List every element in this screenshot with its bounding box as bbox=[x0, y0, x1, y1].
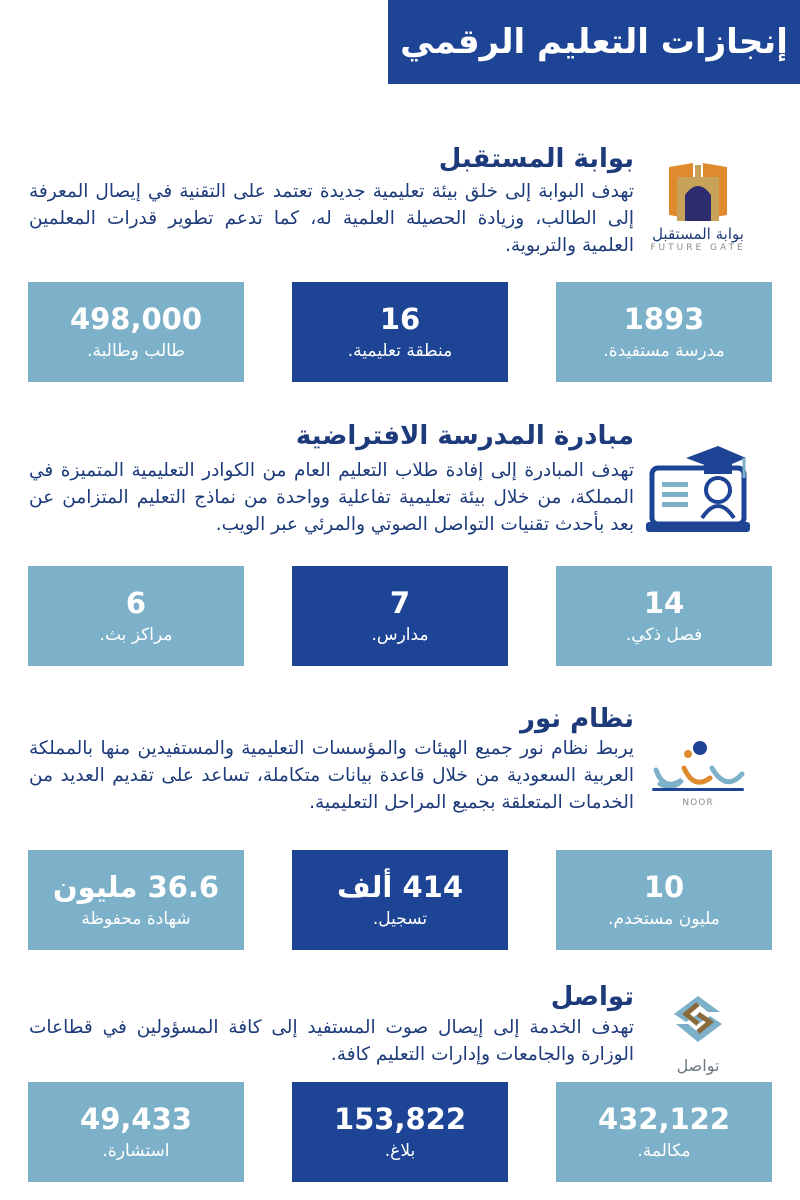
stat-value: 414 ألف bbox=[337, 870, 464, 904]
virtual-school-logo bbox=[642, 432, 754, 544]
tawasul-icon bbox=[668, 994, 728, 1052]
stat-card bbox=[292, 850, 508, 950]
stat-card bbox=[292, 1082, 508, 1182]
section-description: تهدف الخدمة إلى إيصال صوت المستفيد إلى كافة المسؤولين في قطاعات الوزارة والجامعات وإدارات التعليم كافة. bbox=[29, 1017, 634, 1065]
stat-card bbox=[556, 1082, 772, 1182]
stat-label: طالب وطالبة. bbox=[87, 341, 185, 361]
stat-card bbox=[28, 1082, 244, 1182]
stat-value: 36.6 مليون bbox=[52, 870, 220, 904]
stat-card bbox=[292, 566, 508, 666]
virtual-school-icon bbox=[646, 438, 750, 538]
stat-card bbox=[28, 566, 244, 666]
stat-value: 1893 bbox=[623, 302, 705, 336]
stat-label: مليون مستخدم. bbox=[608, 909, 720, 929]
page-title: إنجازات التعليم الرقمي bbox=[400, 22, 788, 62]
section-title: تواصل bbox=[550, 982, 634, 1012]
stat-value: 10 bbox=[643, 870, 685, 904]
stat-value: 153,822 bbox=[333, 1102, 467, 1136]
future-gate-logo-subtext: FUTURE GATE bbox=[650, 243, 746, 253]
section-description: تهدف المبادرة إلى إفادة طلاب التعليم العام من الكوادر التعليمية المتميزة في المملكة، من خلال بيئة تعليمية تفاعلية وواحدة من نماذج التعليم المتزامن عن بعد بأحدث تقنيات التواصل الصوتي والمرئي عبر الويب. bbox=[29, 460, 634, 535]
stat-label: مدرسة مستفيدة. bbox=[603, 341, 725, 361]
stat-card bbox=[556, 282, 772, 382]
stat-value: 6 bbox=[125, 586, 147, 620]
stat-label: تسجيل. bbox=[372, 909, 428, 929]
section-title: بوابة المستقبل bbox=[438, 144, 634, 174]
stat-card bbox=[28, 850, 244, 950]
stat-value: 498,000 bbox=[69, 302, 203, 336]
stat-label: مكالمة. bbox=[637, 1141, 691, 1161]
stat-label: شهادة محفوظة bbox=[81, 909, 191, 929]
future-gate-icon bbox=[663, 159, 733, 223]
stat-value: 14 bbox=[643, 586, 685, 620]
section-description: تهدف البوابة إلى خلق بيئة تعليمية جديدة تعتمد على التقنية في إيصال المعرفة إلى الطالب، وزيادة الحصيلة العلمية له، كما تدعم تطوير قدرات المعلمين العلمية والتربوية. bbox=[29, 181, 634, 256]
page-header bbox=[388, 0, 800, 84]
stat-label: بلاغ. bbox=[384, 1141, 416, 1161]
noor-icon bbox=[648, 740, 748, 796]
stat-value: 7 bbox=[389, 586, 411, 620]
section-description: يربط نظام نور جميع الهيئات والمؤسسات التعليمية والمستفيدين منها بالمملكة العربية السعودية من خلال قاعدة بيانات متكاملة، تساعد على تقديم العديد من الخدمات المتعلقة بجميع المراحل التعليمية. bbox=[29, 738, 634, 813]
stat-value: 16 bbox=[379, 302, 421, 336]
stat-label: فصل ذكي. bbox=[625, 625, 703, 645]
noor-logo-text: NOOR bbox=[682, 798, 714, 808]
tawasul-logo bbox=[642, 978, 754, 1090]
future-gate-logo bbox=[642, 150, 754, 262]
tawasul-logo-text: تواصل bbox=[676, 1055, 720, 1075]
stat-value: 432,122 bbox=[597, 1102, 731, 1136]
stat-card bbox=[556, 850, 772, 950]
stat-card bbox=[292, 282, 508, 382]
stat-label: استشارة. bbox=[102, 1141, 170, 1161]
stat-card bbox=[28, 282, 244, 382]
section-title: مبادرة المدرسة الافتراضية bbox=[295, 421, 634, 451]
stat-value: 49,433 bbox=[80, 1102, 192, 1136]
stat-card bbox=[556, 566, 772, 666]
stat-label: منطقة تعليمية. bbox=[347, 341, 453, 361]
stat-label: مراكز بث. bbox=[99, 625, 173, 645]
future-gate-logo-text: بوابة المستقبل bbox=[652, 225, 744, 243]
stat-label: مدارس. bbox=[371, 625, 429, 645]
section-title: نظام نور bbox=[520, 704, 634, 734]
noor-logo bbox=[642, 718, 754, 830]
